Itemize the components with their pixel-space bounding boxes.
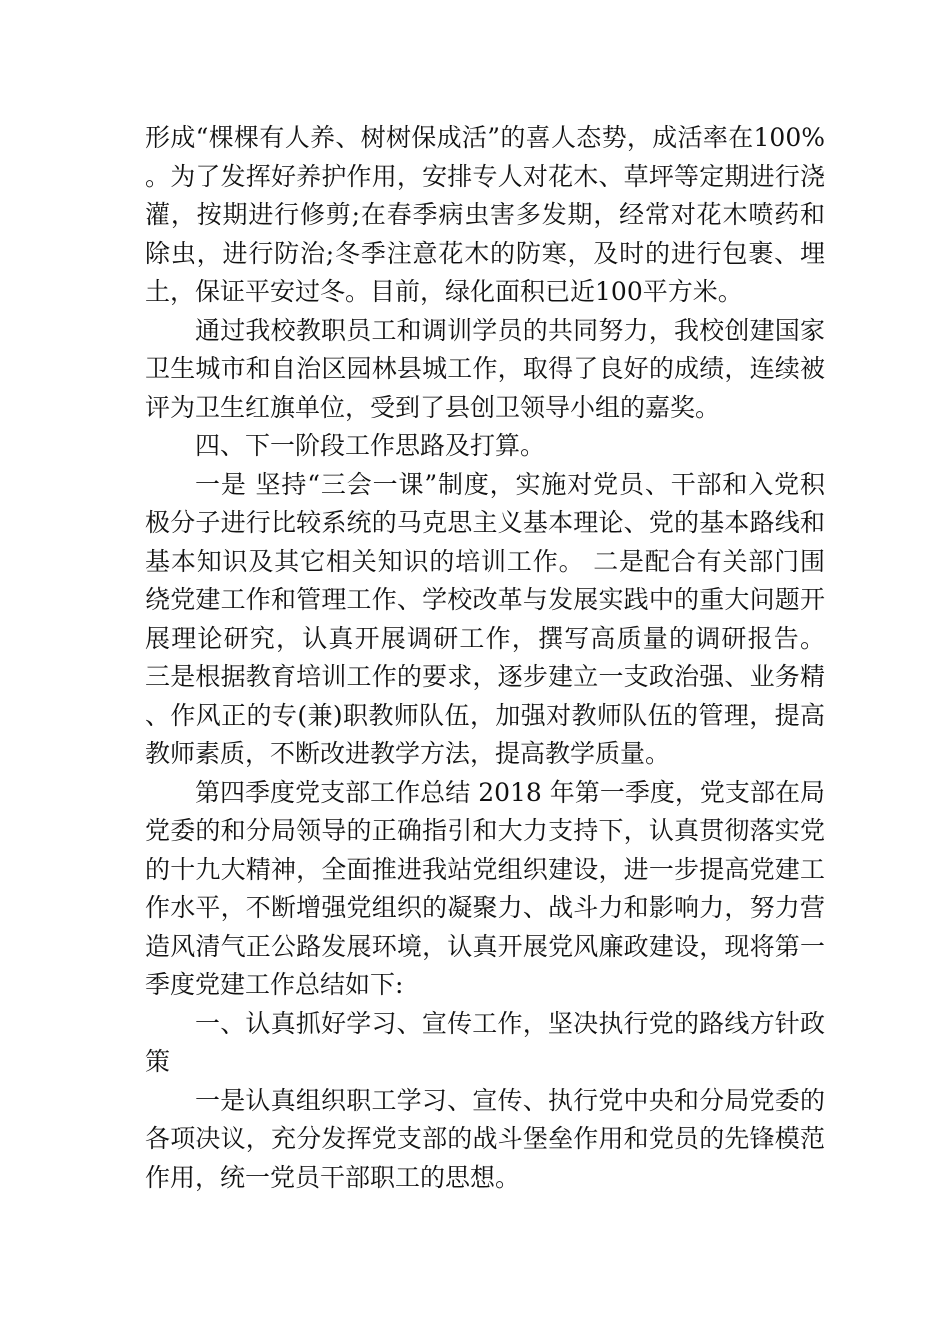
- document-body: [145, 119, 825, 1197]
- paragraph-work-plan: 一是 坚持“三会一课”制度，实施对党员、干部和入党积极分子进行比较系统的马克思主义基本理论、党的基本路线和基本知识及其它相关知识的培训工作。 二是配合有关部门围绕党建工作和管理工作、学校改革与发展实践中的重大问题开展理论研究，认真开展调研工作，撰写高质量的调研报告。 三是根据教育培训工作的要求，逐步建立一支政治强、业务精、作风正的专(兼)职教师队伍，加强对教师队伍的管理，提高教师素质，不断改进教学方法，提高教学质量。: [145, 469, 825, 768]
- paragraph-joint-effort: 通过我校教职员工和调训学员的共同努力，我校创建国家卫生城市和自治区园林县城工作，取得了良好的成绩，连续被评为卫生红旗单位，受到了县创卫领导小组的嘉奖。: [145, 315, 825, 422]
- section-heading-next-steps: 四、下一阶段工作思路及打算。: [195, 431, 546, 460]
- paragraph-study-organization: 一是认真组织职工学习、宣传、执行党中央和分局党委的各项决议，充分发挥党支部的战斗堡垒作用和党员的先锋模范作用，统一党员干部职工的思想。: [145, 1085, 825, 1192]
- paragraph-quarterly-summary: 第四季度党支部工作总结 2018 年第一季度，党支部在局党委的和分局领导的正确指引和大力支持下，认真贯彻落实党的十九大精神，全面推进我站党组织建设，进一步提高党建工作水平，不断增强党组织的凝聚力、战斗力和影响力，努力营造风清气正公路发展环境，认真开展党风廉政建设，现将第一季度党建工作总结如下:: [145, 777, 825, 999]
- section-heading-study-propaganda: 一、认真抓好学习、宣传工作，坚决执行党的路线方针政策: [145, 1008, 825, 1076]
- paragraph-greening-maintenance: 形成“棵棵有人养、树树保成活”的喜人态势，成活率在100%。为了发挥好养护作用，安排专人对花木、草坪等定期进行浇灌，按期进行修剪;在春季病虫害多发期，经常对花木喷药和除虫，进行防治;冬季注意花木的防寒，及时的进行包裹、埋土，保证平安过冬。目前，绿化面积已近100平方米。: [145, 123, 825, 306]
